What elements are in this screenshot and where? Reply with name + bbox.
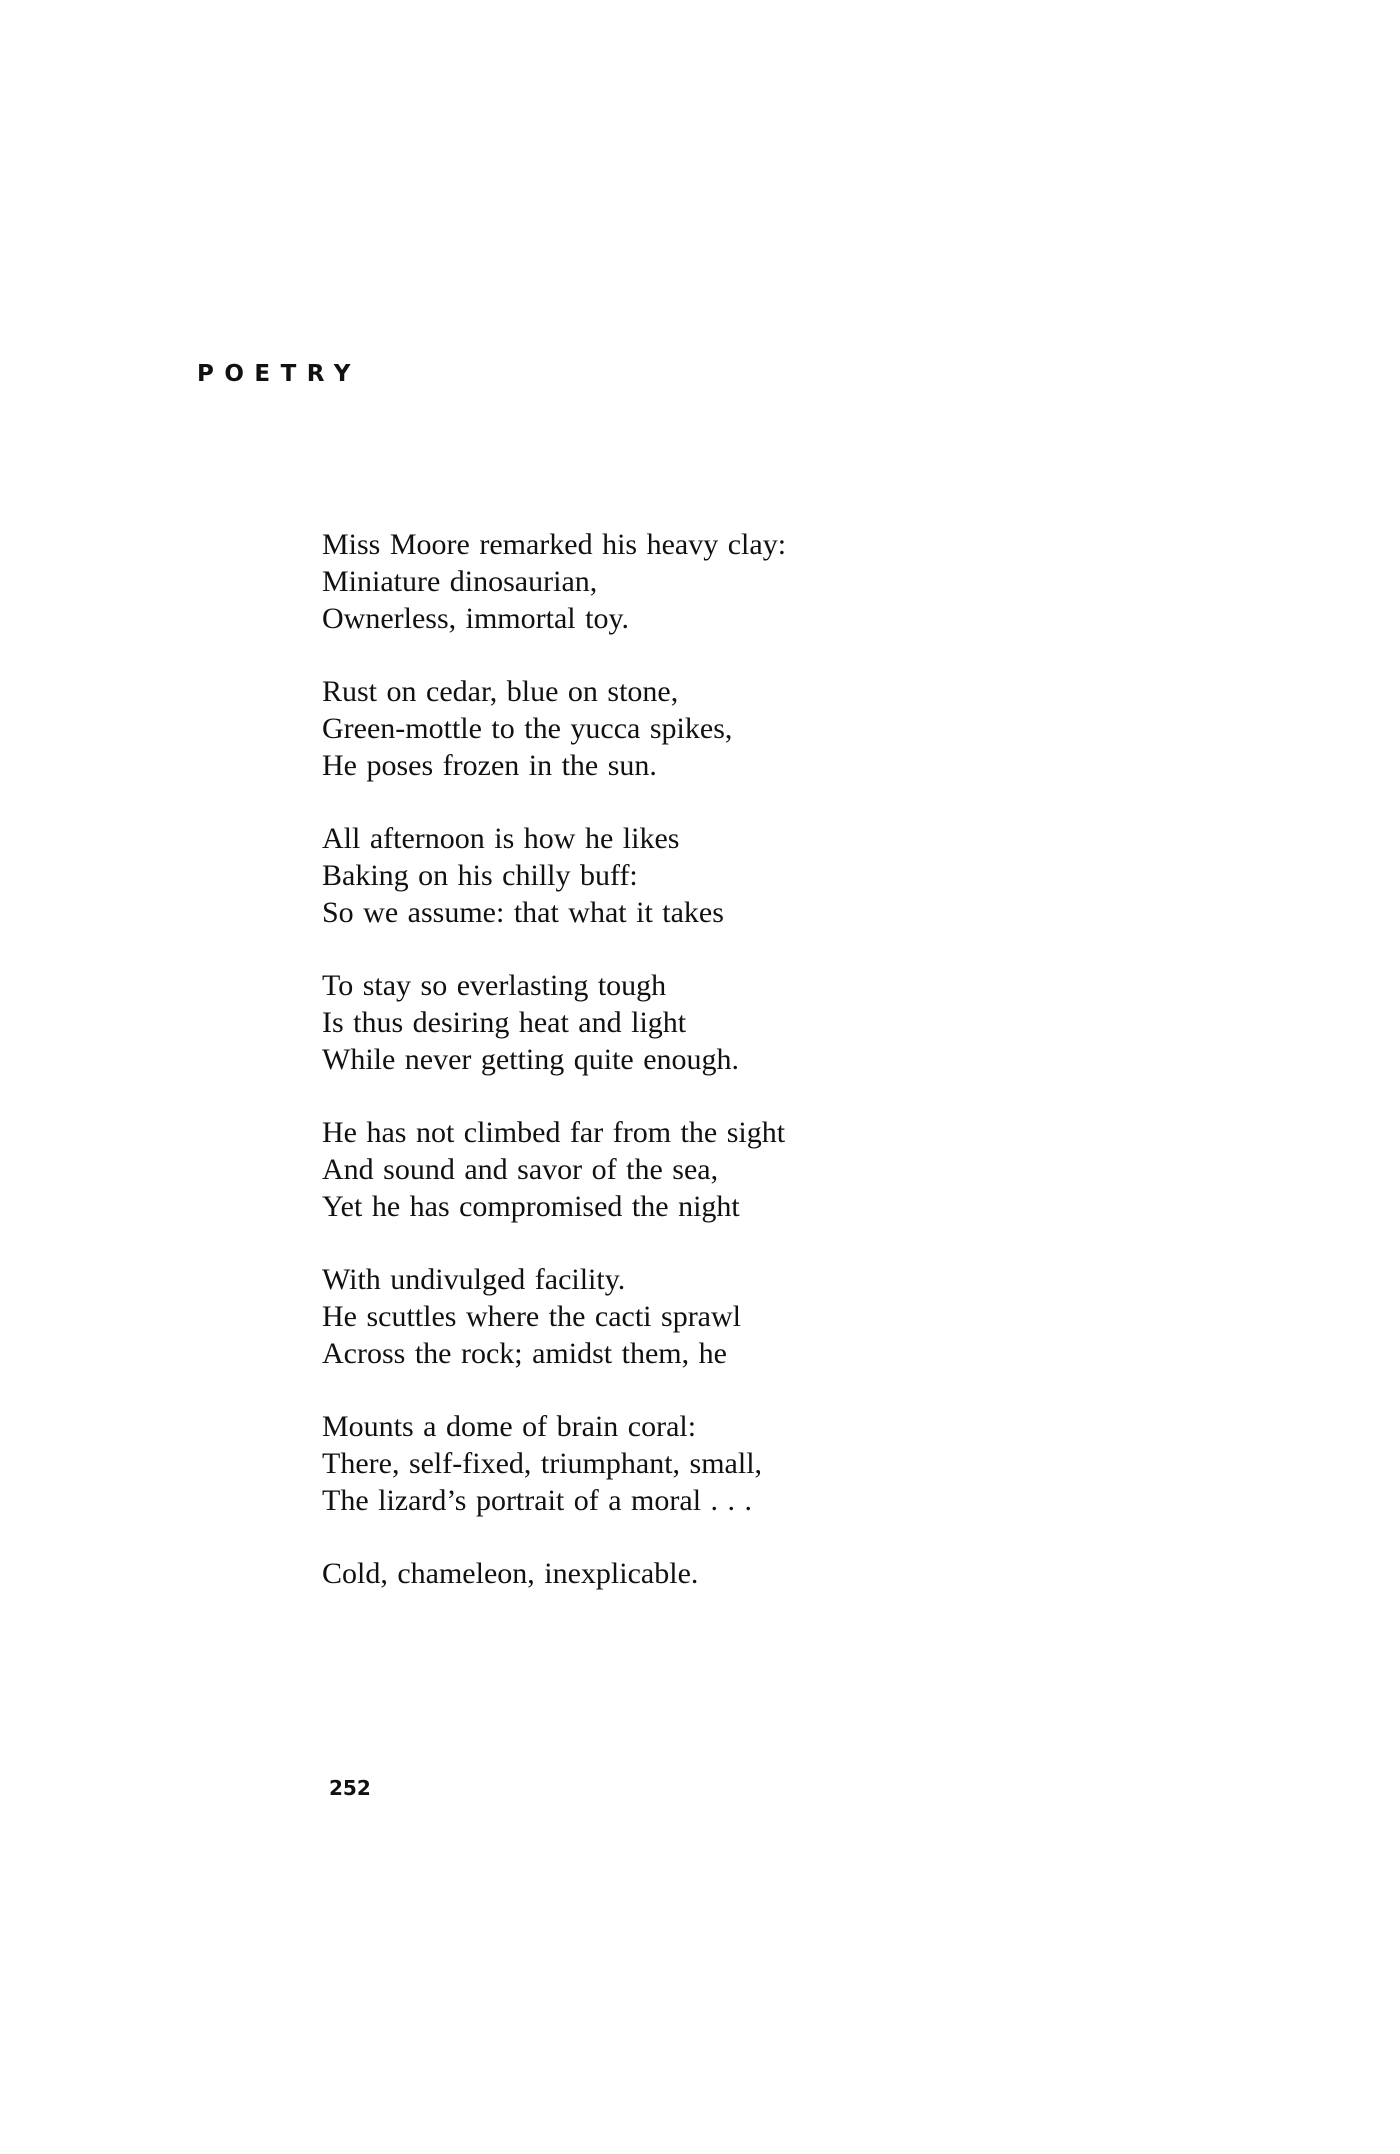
stanza-7 [322,1409,786,1519]
poem-line: Across the rock; amidst them, he [322,1336,727,1370]
stanza-4 [322,968,786,1078]
stanza-3 [322,821,786,931]
stanza-8 [322,1556,786,1593]
poem-line: To stay so everlasting tough [322,969,667,1002]
poem-line: Is thus desiring heat and light [322,1005,687,1039]
poem-line: Miniature dinosaurian, [322,564,598,598]
poem-line: And sound and savor of the sea, [322,1152,719,1186]
running-head: POETRY [197,361,361,387]
poem-line: Green-mottle to the yucca spikes, [322,711,733,745]
poem-line: While never getting quite enough. [322,1042,740,1076]
poem-line: He has not climbed far from the sight [322,1116,786,1149]
poem-line: Yet he has compromised the night [322,1189,740,1223]
stanza-6 [322,1262,786,1372]
poem-line: Cold, chameleon, inexplicable. [322,1557,699,1590]
poem-line: Ownerless, immortal toy. [322,601,630,635]
stanza-5 [322,1115,786,1225]
poem-line: Miss Moore remarked his heavy clay: [322,528,787,561]
poem-line: He poses frozen in the sun. [322,748,657,782]
poem-line: All afternoon is how he likes [322,822,680,855]
poem-line: So we assume: that what it takes [322,895,724,929]
poem-body [322,527,786,1593]
stanza-1 [322,527,786,637]
poem-line: There, self-fixed, triumphant, small, [322,1446,763,1480]
page-number: 252 [329,1776,371,1800]
poem-line: Mounts a dome of brain coral: [322,1410,697,1443]
poem-line: He scuttles where the cacti sprawl [322,1299,741,1333]
stanza-2 [322,674,786,784]
poem-line: With undivulged facility. [322,1263,626,1296]
poem-line: The lizard’s portrait of a moral . . . [322,1483,753,1517]
poem-line: Baking on his chilly buff: [322,858,638,892]
poem-line: Rust on cedar, blue on stone, [322,675,679,708]
